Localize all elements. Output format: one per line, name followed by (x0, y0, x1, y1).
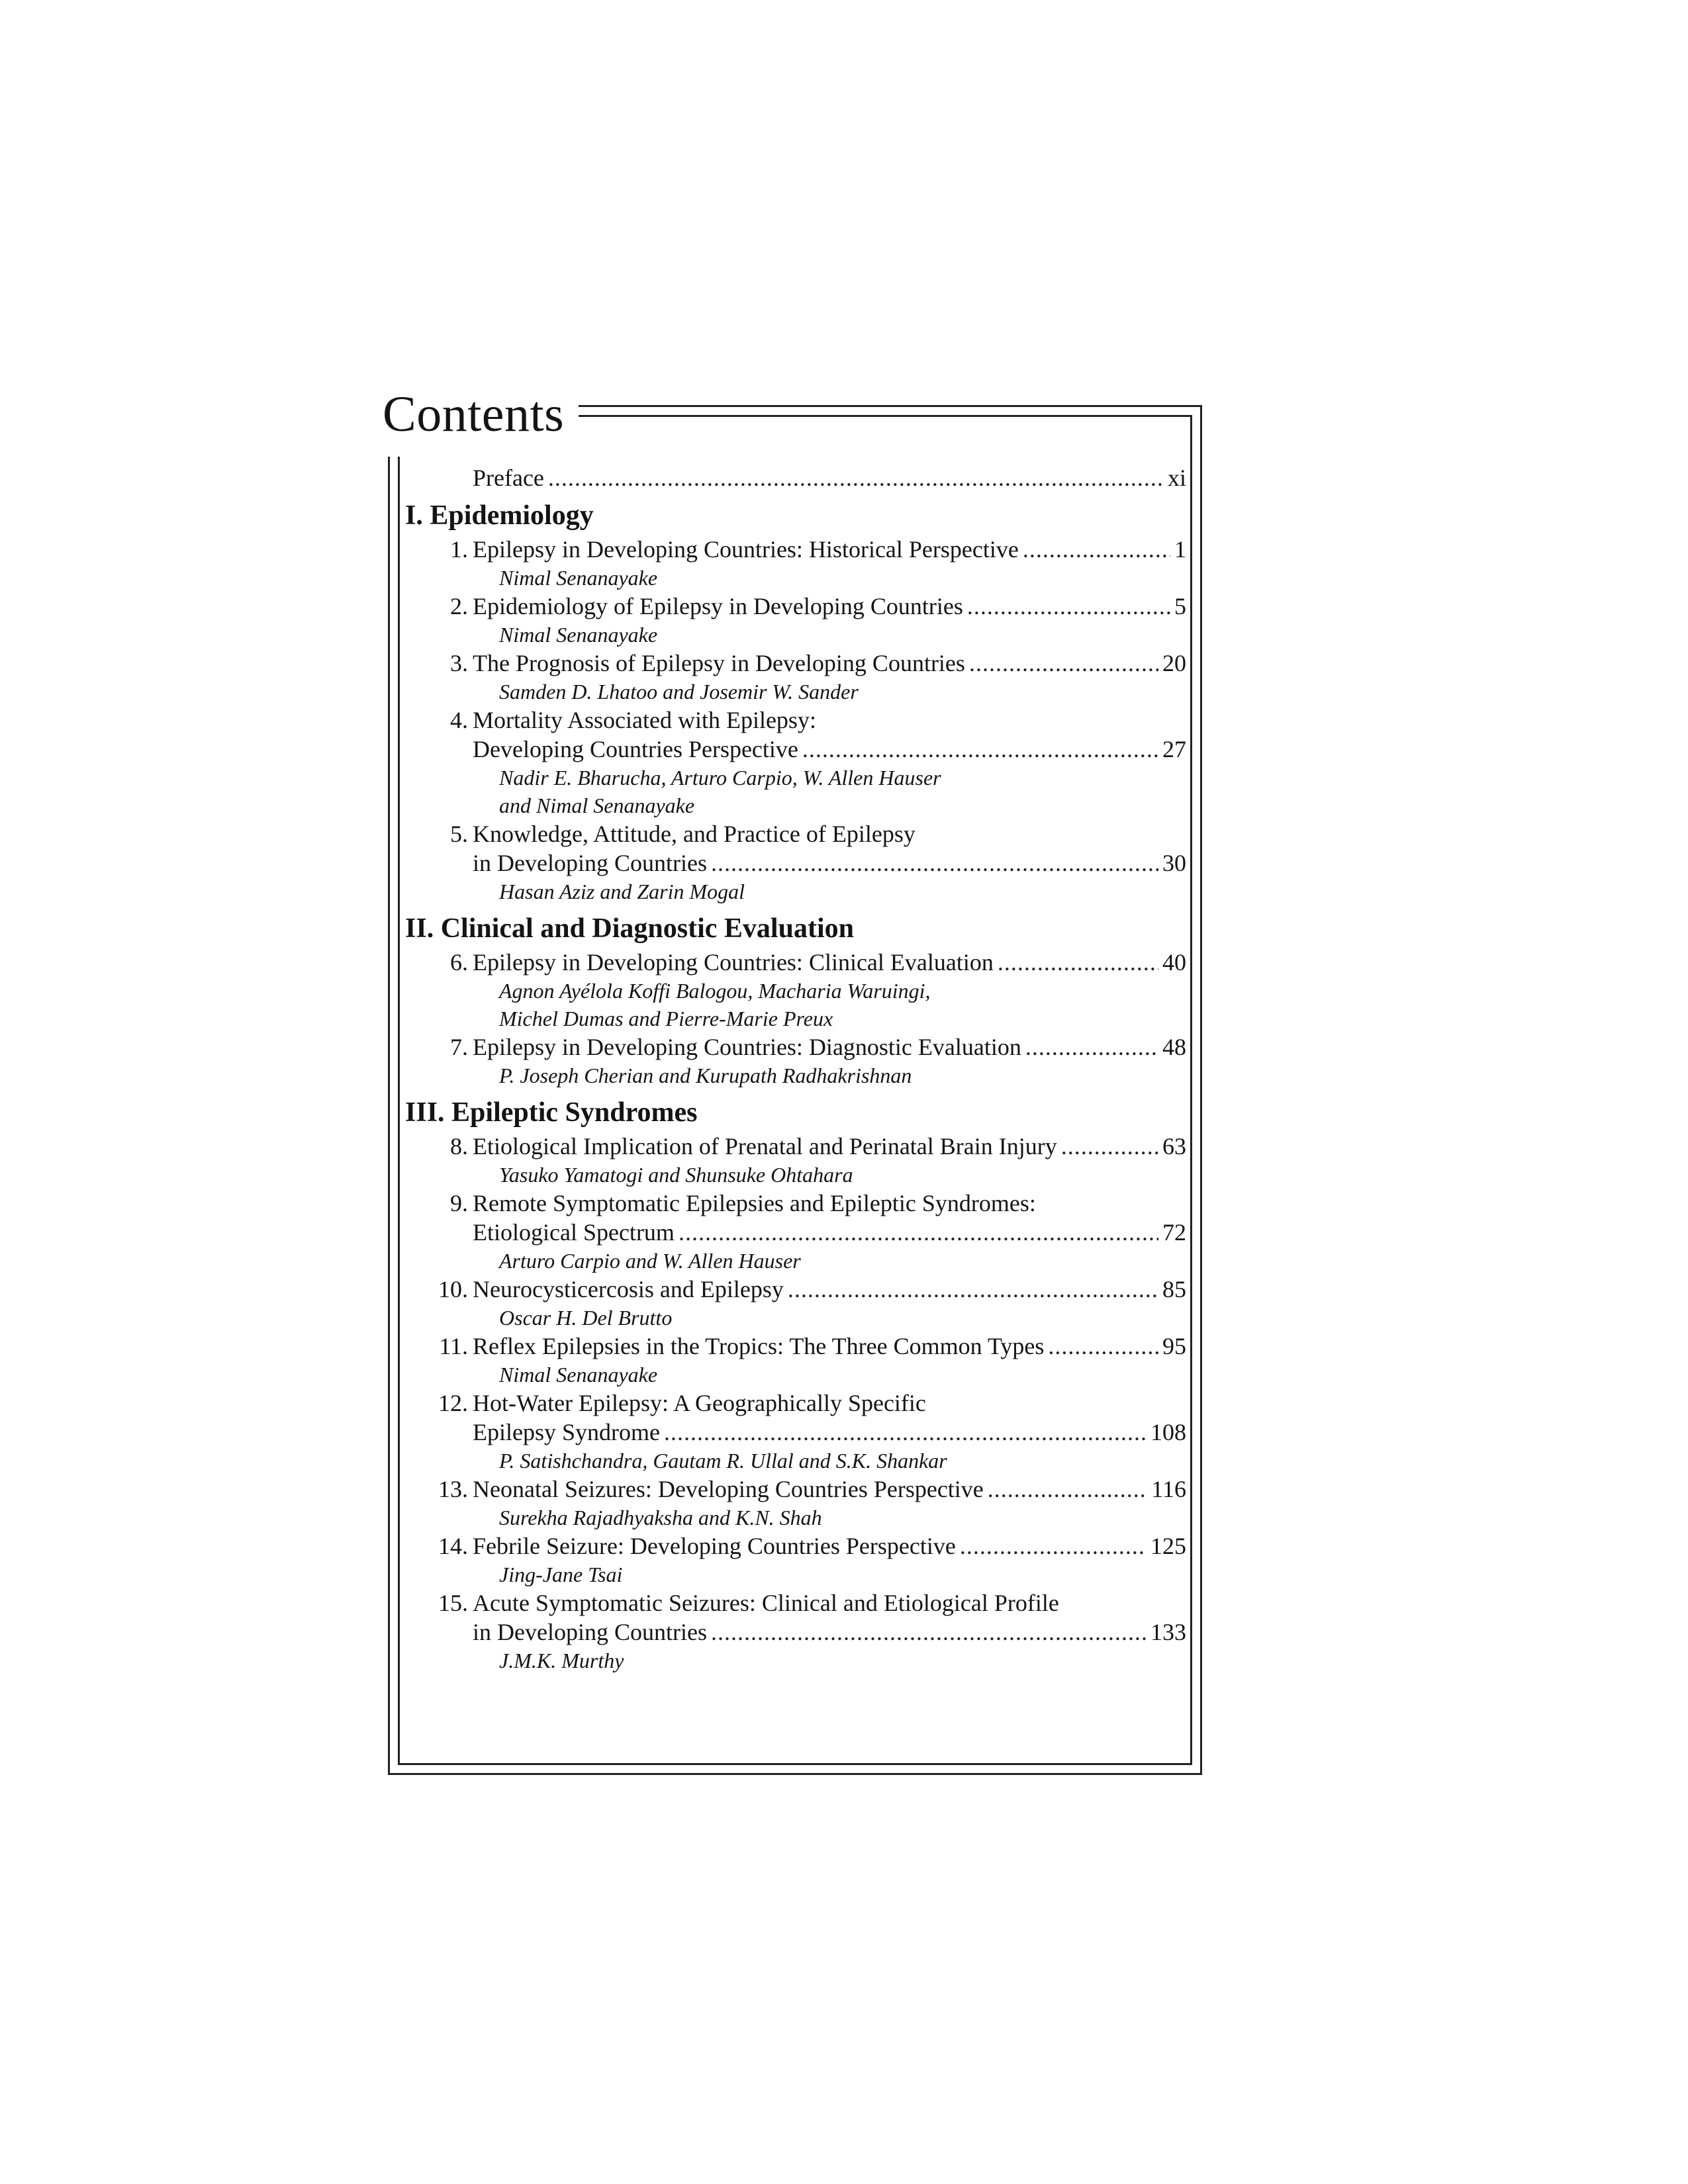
toc-entry-title: Febrile Seizure: Developing Countries Perspective (473, 1533, 956, 1559)
toc-entry-line (405, 1032, 1186, 1062)
toc-entry-leader (473, 1531, 1186, 1561)
toc-entry-page: 72 (1162, 1219, 1186, 1246)
toc-entry-title: Neonatal Seizures: Developing Countries Perspective (473, 1476, 984, 1502)
section-heading: II. Clinical and Diagnostic Evaluation (405, 913, 854, 944)
toc-entry-leader (473, 463, 1186, 492)
toc-entry[interactable] (405, 705, 1186, 819)
toc-entry[interactable] (405, 592, 1186, 649)
toc-entry-authors: Hasan Aziz and Zarin Mogal (499, 880, 745, 903)
toc-entry-number: 4. (450, 707, 468, 733)
toc-entry-title: in Developing Countries (473, 1619, 707, 1645)
toc-entry-page: 30 (1162, 850, 1186, 876)
toc-entry-page: 108 (1150, 1419, 1186, 1445)
dot-leader (788, 1275, 1158, 1304)
toc-entry-line (405, 1418, 1186, 1447)
toc-entry-title-part: Hot-Water Epilepsy: A Geographically Specific (473, 1390, 926, 1416)
toc-entry-line (405, 1388, 1186, 1418)
toc-entry-number: 10. (438, 1276, 468, 1302)
toc-entry-page: 63 (1162, 1133, 1186, 1160)
toc-entry-leader (473, 1132, 1186, 1161)
toc-entry[interactable] (405, 1388, 1186, 1475)
dot-leader (969, 649, 1158, 678)
toc-entry-line (405, 1189, 1186, 1218)
toc-entry-number: 14. (438, 1533, 468, 1559)
toc-entry-line (405, 1332, 1186, 1361)
toc-entry-authors: Nimal Senanayake (499, 623, 658, 647)
toc-entry-leader (473, 535, 1186, 564)
toc-entry-page: 1 (1174, 536, 1186, 563)
toc-entry-authors: Agnon Ayélola Koffi Balogou, Macharia Waruingi, (499, 979, 931, 1003)
toc-entry-title: Etiological Spectrum (473, 1219, 675, 1246)
toc-entry-leader (473, 592, 1186, 621)
toc-entry-authors: Yasuko Yamatogi and Shunsuke Ohtahara (499, 1163, 853, 1187)
toc-entry-line (405, 1475, 1186, 1504)
toc-entry[interactable] (405, 1189, 1186, 1275)
toc-entry[interactable] (405, 1588, 1186, 1674)
toc-entry[interactable] (405, 649, 1186, 705)
toc-entry-authors: Oscar H. Del Brutto (499, 1306, 673, 1330)
toc-entry-line (405, 1588, 1186, 1617)
toc-entry-number: 3. (450, 650, 468, 676)
dot-leader (988, 1475, 1148, 1504)
toc-entry-authors: and Nimal Senanayake (499, 794, 695, 817)
toc-entry-leader (473, 1275, 1186, 1304)
toc-entry[interactable] (405, 1275, 1186, 1332)
dot-leader (998, 948, 1158, 977)
toc-entry-title: Developing Countries Perspective (473, 736, 798, 762)
toc-entry-line (405, 649, 1186, 678)
toc-entry-page: 48 (1162, 1034, 1186, 1060)
toc-entry[interactable] (405, 1132, 1186, 1189)
toc-entry-leader (473, 1418, 1186, 1447)
toc-entry-authors: Nimal Senanayake (499, 1363, 658, 1387)
toc-entry-authors: Surekha Rajadhyaksha and K.N. Shah (499, 1506, 822, 1529)
toc-entry-leader (473, 1617, 1186, 1647)
toc-entry-number: 7. (450, 1034, 468, 1060)
toc-entry-leader (473, 1218, 1186, 1247)
toc-entry[interactable] (405, 1475, 1186, 1531)
dot-leader (711, 848, 1158, 878)
toc-entry-line (405, 819, 1186, 848)
page-title: Contents (383, 387, 565, 442)
toc-entry-authors: Michel Dumas and Pierre-Marie Preux (499, 1007, 833, 1030)
toc-entry-title: Epilepsy in Developing Countries: Diagnostic Evaluation (473, 1034, 1021, 1060)
toc-entry-number: 5. (450, 821, 468, 847)
table-of-contents (405, 463, 1186, 1674)
toc-entry-authors: P. Satishchandra, Gautam R. Ullal and S.K. Shankar (499, 1449, 947, 1473)
toc-entry-number: 9. (450, 1190, 468, 1216)
toc-entry-number: 11. (439, 1333, 468, 1359)
toc-entry-title-part: Acute Symptomatic Seizures: Clinical and Etiological Profile (473, 1590, 1059, 1616)
toc-entry-title-part: Knowledge, Attitude, and Practice of Epilepsy (473, 821, 915, 847)
toc-entry-authors: Samden D. Lhatoo and Josemir W. Sander (499, 680, 859, 704)
dot-leader (679, 1218, 1158, 1247)
toc-entry-number: 12. (438, 1390, 468, 1416)
toc-entry-page: 125 (1150, 1533, 1186, 1559)
dot-leader (1061, 1132, 1158, 1161)
toc-entry-title: The Prognosis of Epilepsy in Developing Countries (473, 650, 965, 676)
toc-entry[interactable] (405, 1332, 1186, 1388)
dot-leader (967, 592, 1170, 621)
toc-entry-page: 95 (1162, 1333, 1186, 1359)
toc-entry-line (405, 1275, 1186, 1304)
toc-entry-line (405, 592, 1186, 621)
toc-entry-title: Epilepsy in Developing Countries: Historical Perspective (473, 536, 1019, 563)
toc-entry-page: 5 (1174, 593, 1186, 619)
toc-entry-authors: P. Joseph Cherian and Kurupath Radhakrishnan (499, 1064, 912, 1087)
toc-entry-line (405, 1617, 1186, 1647)
toc-entry-page: 27 (1162, 736, 1186, 762)
toc-entry-leader (473, 848, 1186, 878)
dot-leader (548, 463, 1164, 492)
toc-entry[interactable] (405, 819, 1186, 905)
toc-entry-page: xi (1167, 465, 1186, 491)
toc-entry-title: Epilepsy Syndrome (473, 1419, 660, 1445)
section-heading: III. Epileptic Syndromes (405, 1097, 698, 1128)
toc-entry-authors: Jing-Jane Tsai (499, 1563, 623, 1586)
toc-entry-authors: Nimal Senanayake (499, 566, 658, 590)
toc-entry[interactable] (405, 948, 1186, 1032)
dot-leader (1025, 1032, 1158, 1062)
toc-entry-title-part: Mortality Associated with Epilepsy: (473, 707, 816, 733)
toc-entry-page: 116 (1151, 1476, 1186, 1502)
toc-entry-line (405, 705, 1186, 735)
toc-entry-page: 85 (1162, 1276, 1186, 1302)
toc-entry-line (405, 1531, 1186, 1561)
toc-entry-authors: Arturo Carpio and W. Allen Hauser (499, 1249, 801, 1273)
toc-entry-leader (473, 1332, 1186, 1361)
toc-entry-number: 13. (438, 1476, 468, 1502)
toc-entry-number: 15. (438, 1590, 468, 1616)
toc-entry[interactable] (405, 1531, 1186, 1588)
dot-leader (1023, 535, 1170, 564)
toc-entry-leader (473, 1032, 1186, 1062)
toc-entry[interactable] (405, 535, 1186, 592)
section-heading: I. Epidemiology (405, 500, 594, 531)
toc-entry-authors: J.M.K. Murthy (499, 1649, 624, 1672)
toc-entry-line (405, 948, 1186, 977)
dot-leader (711, 1617, 1147, 1647)
dot-leader (664, 1418, 1147, 1447)
toc-entry-page: 133 (1150, 1619, 1186, 1645)
toc-entry-title: Epidemiology of Epilepsy in Developing Countries (473, 593, 963, 619)
toc-entry-line (405, 535, 1186, 564)
toc-entry-title-part: Remote Symptomatic Epilepsies and Epileptic Syndromes: (473, 1190, 1036, 1216)
toc-entry-line (405, 735, 1186, 764)
toc-entry-leader (473, 948, 1186, 977)
toc-entry-title: Neurocysticercosis and Epilepsy (473, 1276, 784, 1302)
toc-entry-title: Epilepsy in Developing Countries: Clinical Evaluation (473, 949, 994, 976)
toc-entry[interactable] (405, 1032, 1186, 1089)
toc-entry-page: 40 (1162, 949, 1186, 976)
toc-entry-line (405, 1132, 1186, 1161)
toc-entry-number: 1. (450, 536, 468, 563)
toc-entry-title: Reflex Epilepsies in the Tropics: The Three Common Types (473, 1333, 1045, 1359)
toc-entry-preface[interactable] (405, 463, 1186, 492)
toc-entry-title: in Developing Countries (473, 850, 707, 876)
toc-entry-line (405, 848, 1186, 878)
toc-entry-leader (473, 649, 1186, 678)
toc-entry-title: Etiological Implication of Prenatal and Perinatal Brain Injury (473, 1133, 1057, 1160)
dot-leader (802, 735, 1158, 764)
toc-entry-number: 6. (450, 949, 468, 976)
dot-leader (960, 1531, 1147, 1561)
toc-entry-title: Preface (473, 465, 544, 491)
toc-entry-line (405, 1218, 1186, 1247)
toc-entry-authors: Nadir E. Bharucha, Arturo Carpio, W. Allen Hauser (499, 766, 941, 790)
toc-entry-leader (473, 735, 1186, 764)
dot-leader (1048, 1332, 1158, 1361)
toc-entry-number: 2. (450, 593, 468, 619)
toc-entry-number: 8. (450, 1133, 468, 1160)
toc-entry-leader (473, 1475, 1186, 1504)
toc-entry-page: 20 (1162, 650, 1186, 676)
